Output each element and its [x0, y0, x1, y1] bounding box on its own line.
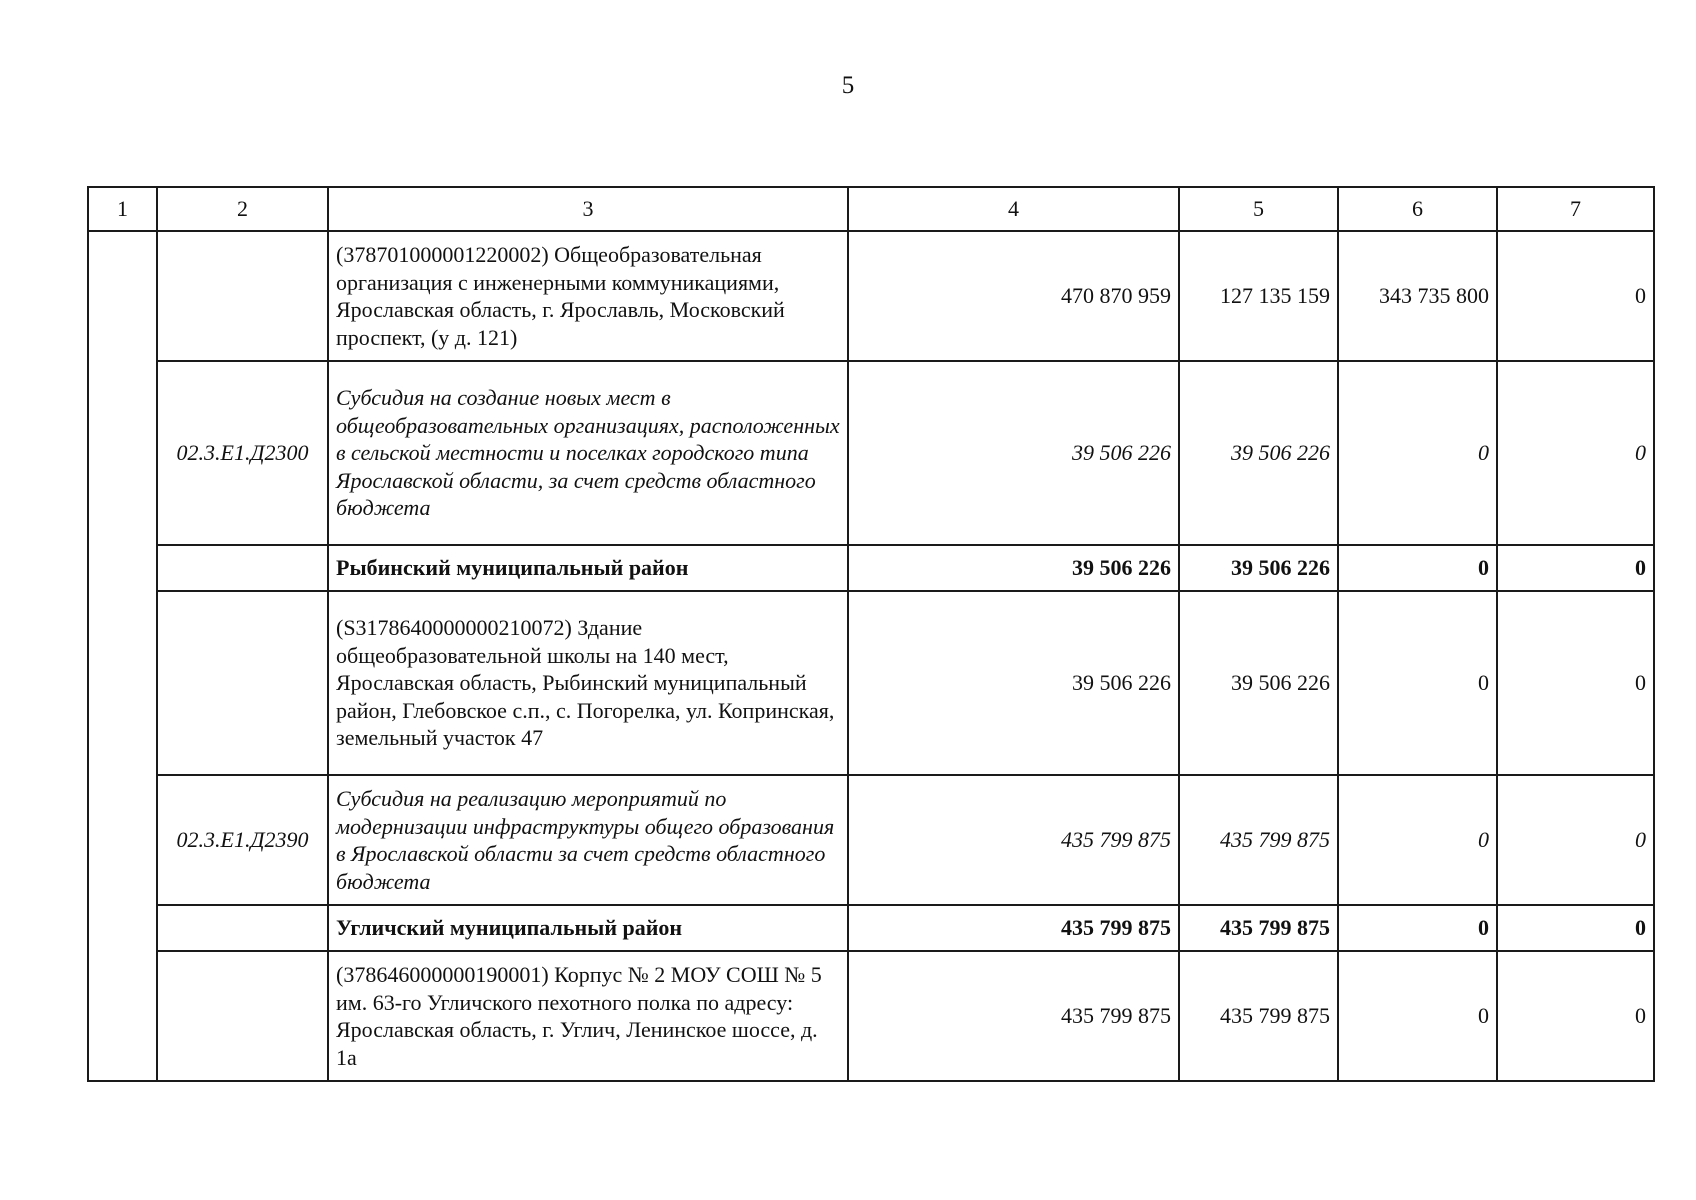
row-col-4: 470 870 959: [848, 231, 1179, 361]
row-col-4: 435 799 875: [848, 905, 1179, 951]
row-col-7: 0: [1497, 951, 1654, 1081]
row-col-7: 0: [1497, 545, 1654, 591]
row-col-5: 435 799 875: [1179, 775, 1338, 905]
row-name: (378646000000190001) Корпус № 2 МОУ СОШ № 5 им. 63-го Угличского пехотного полка по адресу: Ярославская область, г. Углич, Ленинское шоссе, д. 1а: [328, 951, 848, 1081]
row-code: 02.3.E1.Д2390: [157, 775, 328, 905]
row-code: [157, 951, 328, 1081]
header-row: [88, 187, 1654, 231]
row-name: Субсидия на реализацию мероприятий по модернизации инфраструктуры общего образования в Ярославской области за счет средств областного бюджета: [328, 775, 848, 905]
table-row: [88, 951, 1654, 1081]
row-col-4: 435 799 875: [848, 951, 1179, 1081]
row-col-5: 435 799 875: [1179, 951, 1338, 1081]
row-name: (S3178640000000210072) Здание общеобразовательной школы на 140 мест, Ярославская область, Рыбинский муниципальный район, Глебовское с.п., с. Погорелка, ул. Копринская, земельный участок 47: [328, 591, 848, 775]
table-row: [88, 775, 1654, 905]
table-header: [88, 187, 1654, 231]
table-row: [88, 361, 1654, 545]
row-col-6: 343 735 800: [1338, 231, 1497, 361]
header-col-2: 2: [157, 187, 328, 231]
row-col-7: 0: [1497, 591, 1654, 775]
header-col-1: 1: [88, 187, 157, 231]
header-col-6: 6: [1338, 187, 1497, 231]
row-col-7: 0: [1497, 361, 1654, 545]
row-col-5: 127 135 159: [1179, 231, 1338, 361]
row-code: [157, 905, 328, 951]
row-col-4: 39 506 226: [848, 361, 1179, 545]
col-1-merged-cell: [88, 231, 157, 1081]
table-row: [88, 905, 1654, 951]
row-code: 02.3.E1.Д2300: [157, 361, 328, 545]
row-col-5: 39 506 226: [1179, 591, 1338, 775]
header-col-3: 3: [328, 187, 848, 231]
row-col-7: 0: [1497, 231, 1654, 361]
header-col-7: 7: [1497, 187, 1654, 231]
row-col-6: 0: [1338, 951, 1497, 1081]
row-code: [157, 545, 328, 591]
row-code: [157, 231, 328, 361]
row-col-5: 39 506 226: [1179, 361, 1338, 545]
row-col-6: 0: [1338, 361, 1497, 545]
row-col-5: 39 506 226: [1179, 545, 1338, 591]
table-row: [88, 545, 1654, 591]
table-row: [88, 591, 1654, 775]
row-name: Субсидия на создание новых мест в общеобразовательных организациях, расположенных в сельской местности и поселках городского типа Ярославской области, за счет средств областного бюджета: [328, 361, 848, 545]
header-col-5: 5: [1179, 187, 1338, 231]
row-name: (378701000001220002) Общеобразовательная организация с инженерными коммуникациями, Ярославская область, г. Ярославль, Московский проспект, (у д. 121): [328, 231, 848, 361]
row-col-4: 39 506 226: [848, 545, 1179, 591]
row-code: [157, 591, 328, 775]
header-col-4: 4: [848, 187, 1179, 231]
table-row: [88, 231, 1654, 361]
row-col-4: 435 799 875: [848, 775, 1179, 905]
row-name: Рыбинский муниципальный район: [328, 545, 848, 591]
row-col-6: 0: [1338, 905, 1497, 951]
row-col-5: 435 799 875: [1179, 905, 1338, 951]
budget-table: [87, 186, 1655, 1082]
row-col-7: 0: [1497, 905, 1654, 951]
row-col-4: 39 506 226: [848, 591, 1179, 775]
page-number: 5: [841, 72, 855, 99]
row-name: Угличский муниципальный район: [328, 905, 848, 951]
table-body: [88, 231, 1654, 1081]
row-col-7: 0: [1497, 775, 1654, 905]
row-col-6: 0: [1338, 775, 1497, 905]
row-col-6: 0: [1338, 545, 1497, 591]
row-col-6: 0: [1338, 591, 1497, 775]
